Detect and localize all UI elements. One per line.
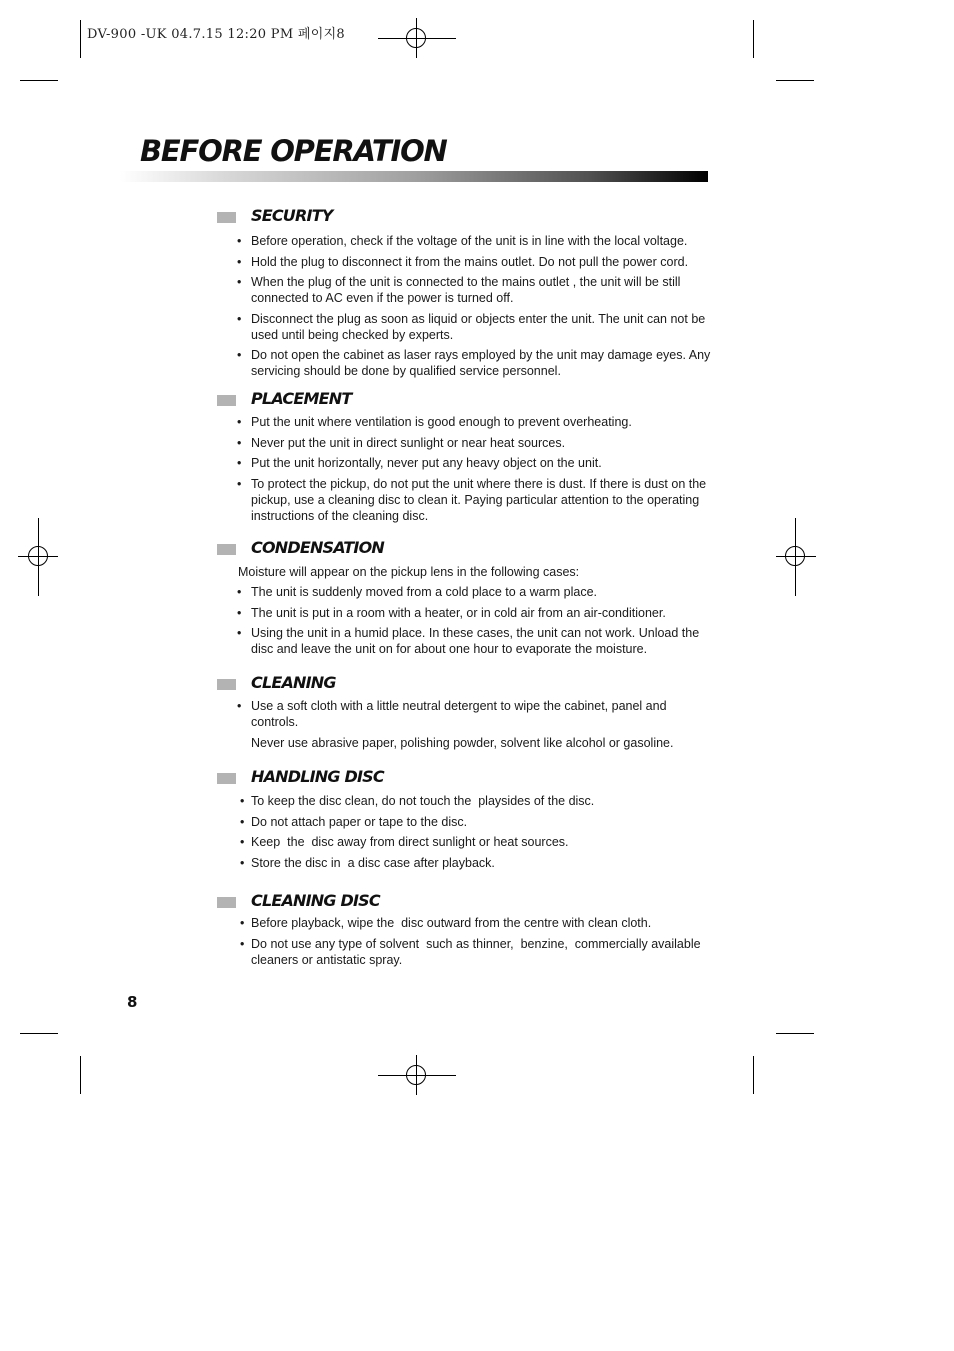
section-title: CLEANING DISC	[251, 891, 380, 910]
section-cleaning-disc	[217, 891, 717, 972]
section-marker-icon	[217, 773, 236, 784]
section-condensation	[217, 538, 717, 662]
list-item: • The unit is put in a room with a heater, or in cold air from an air-conditioner.	[237, 605, 666, 620]
crop-mark	[20, 1033, 58, 1034]
list-item-text: To keep the disc clean, do not touch the playsides of the disc.	[251, 794, 595, 808]
bullet-list	[217, 698, 717, 730]
list-item: • Do not use any type of solvent such as thinner, benzine, commercially available cleaners or antistatic spray.	[240, 936, 705, 967]
crop-mark	[776, 80, 814, 81]
section-marker-icon	[217, 544, 236, 555]
list-item: • Disconnect the plug as soon as liquid or objects enter the unit. The unit can not be used until being checked by experts.	[237, 311, 709, 342]
section-placement	[217, 389, 717, 528]
bullet-list	[217, 793, 717, 871]
section-security	[217, 206, 717, 384]
crop-mark	[80, 1056, 81, 1094]
section-marker-icon	[217, 679, 236, 690]
list-item-text: Do not attach paper or tape to the disc.	[251, 814, 468, 829]
list-item: • Before operation, check if the voltage of the unit is in line with the local voltage.	[237, 234, 688, 248]
section-title: CLEANING	[251, 673, 336, 692]
list-item-text: Never put the unit in direct sunlight or near heat sources.	[251, 435, 566, 450]
section-header	[217, 206, 717, 230]
list-item-text: Before playback, wipe the disc outward from the centre with clean cloth.	[251, 916, 652, 930]
list-item-text: Do not open the cabinet as laser rays employed by the unit may damage eyes. Any servicing should be done by qualified service personnel.	[251, 348, 714, 379]
section-marker-icon	[217, 212, 236, 223]
section-header	[217, 673, 717, 697]
list-item: • Use a soft cloth with a little neutral detergent to wipe the cabinet, panel and controls.	[237, 699, 671, 729]
list-item: • Hold the plug to disconnect it from the mains outlet. Do not pull the power cord.	[237, 254, 689, 269]
section-header	[217, 767, 717, 791]
bullet-list	[217, 414, 717, 524]
list-item-text: Put the unit where ventilation is good enough to prevent overheating.	[251, 415, 632, 429]
section-title: PLACEMENT	[251, 389, 352, 408]
bullet-list	[217, 233, 717, 379]
section-header	[217, 389, 717, 413]
list-item: • Do not attach paper or tape to the disc.	[240, 814, 468, 829]
list-item-text: The unit is put in a room with a heater, or in cold air from an air-conditioner.	[251, 605, 666, 620]
section-title: HANDLING DISC	[251, 767, 384, 786]
section-header	[217, 538, 717, 562]
list-item-text: Before operation, check if the voltage of the unit is in line with the local voltage.	[251, 234, 688, 248]
list-item: • Store the disc in a disc case after playback.	[240, 855, 495, 870]
crop-mark	[753, 20, 754, 58]
list-item: • To protect the pickup, do not put the unit where there is dust. If there is dust on the pickup, use a cleaning disc to clean it. Paying particular attention to the operating instructions of the cleaning disc.	[237, 476, 710, 523]
list-item: • Do not open the cabinet as laser rays employed by the unit may damage eyes. Any servicing should be done by qualified service personnel.	[237, 348, 714, 379]
bullet-list	[217, 584, 717, 657]
list-item: • Using the unit in a humid place. In these cases, the unit can not work. Unload the disc and leave the unit on for about one hour to evaporate the moisture.	[237, 626, 703, 657]
list-item: • The unit is suddenly moved from a cold place to a warm place.	[237, 585, 598, 599]
crop-mark	[776, 1033, 814, 1034]
section-title: SECURITY	[251, 206, 333, 225]
list-item-text: Hold the plug to disconnect it from the mains outlet. Do not pull the power cord.	[251, 254, 689, 269]
section-header	[217, 891, 717, 915]
section-handling-disc	[217, 767, 717, 875]
section-title: CONDENSATION	[251, 538, 384, 557]
list-item-text: To protect the pickup, do not put the unit where there is dust. If there is dust on the pickup, use a cleaning disc to clean it. Paying particular attention to the operating instructions of the cleaning disc.	[251, 476, 710, 523]
list-item: • Put the unit horizontally, never put any heavy object on the unit.	[237, 456, 602, 471]
list-item: • Before playback, wipe the disc outward from the centre with clean cloth.	[240, 916, 652, 930]
list-item-text: Use a soft cloth with a little neutral detergent to wipe the cabinet, panel and controls.	[251, 699, 671, 729]
section-marker-icon	[217, 897, 236, 908]
section-cleaning	[217, 673, 717, 751]
crop-mark	[20, 80, 58, 81]
list-item-text: Do not use any type of solvent such as thinner, benzine, commercially available cleaners or antistatic spray.	[251, 936, 705, 967]
section-intro: Moisture will appear on the pickup lens in the following cases:	[238, 565, 580, 579]
page-number: 8	[127, 993, 138, 1011]
bullet-list	[217, 915, 717, 968]
list-item-text: Put the unit horizontally, never put any heavy object on the unit.	[251, 456, 602, 471]
crop-mark	[80, 20, 81, 58]
section-marker-icon	[217, 395, 236, 406]
list-item: • To keep the disc clean, do not touch the playsides of the disc.	[240, 794, 595, 808]
print-header: DV-900 -UK 04.7.15 12:20 PM 페이지8	[87, 27, 346, 42]
list-item-text: When the plug of the unit is connected to the mains outlet , the unit will be still connected to AC even if the power is turned off.	[251, 275, 684, 306]
list-item: • Keep the disc away from direct sunlight or heat sources.	[240, 835, 569, 850]
list-item: • When the plug of the unit is connected to the mains outlet , the unit will be still connected to AC even if the power is turned off.	[237, 275, 684, 306]
list-item: • Put the unit where ventilation is good enough to prevent overheating.	[237, 415, 632, 429]
list-item-text: Using the unit in a humid place. In these cases, the unit can not work. Unload the disc and leave the unit on for about one hour to evaporate the moisture.	[251, 626, 703, 657]
section-note: Never use abrasive paper, polishing powder, solvent like alcohol or gasoline.	[251, 735, 674, 750]
list-item-text: The unit is suddenly moved from a cold place to a warm place.	[251, 585, 598, 599]
title-gradient-bar	[120, 171, 708, 182]
list-item-text: Keep the disc away from direct sunlight or heat sources.	[251, 835, 569, 850]
page-title: BEFORE OPERATION	[140, 134, 447, 168]
crop-mark	[753, 1056, 754, 1094]
list-item: • Never put the unit in direct sunlight or near heat sources.	[237, 435, 566, 450]
list-item-text: Store the disc in a disc case after playback.	[251, 855, 495, 870]
list-item-text: Disconnect the plug as soon as liquid or objects enter the unit. The unit can not be used until being checked by experts.	[251, 311, 709, 342]
